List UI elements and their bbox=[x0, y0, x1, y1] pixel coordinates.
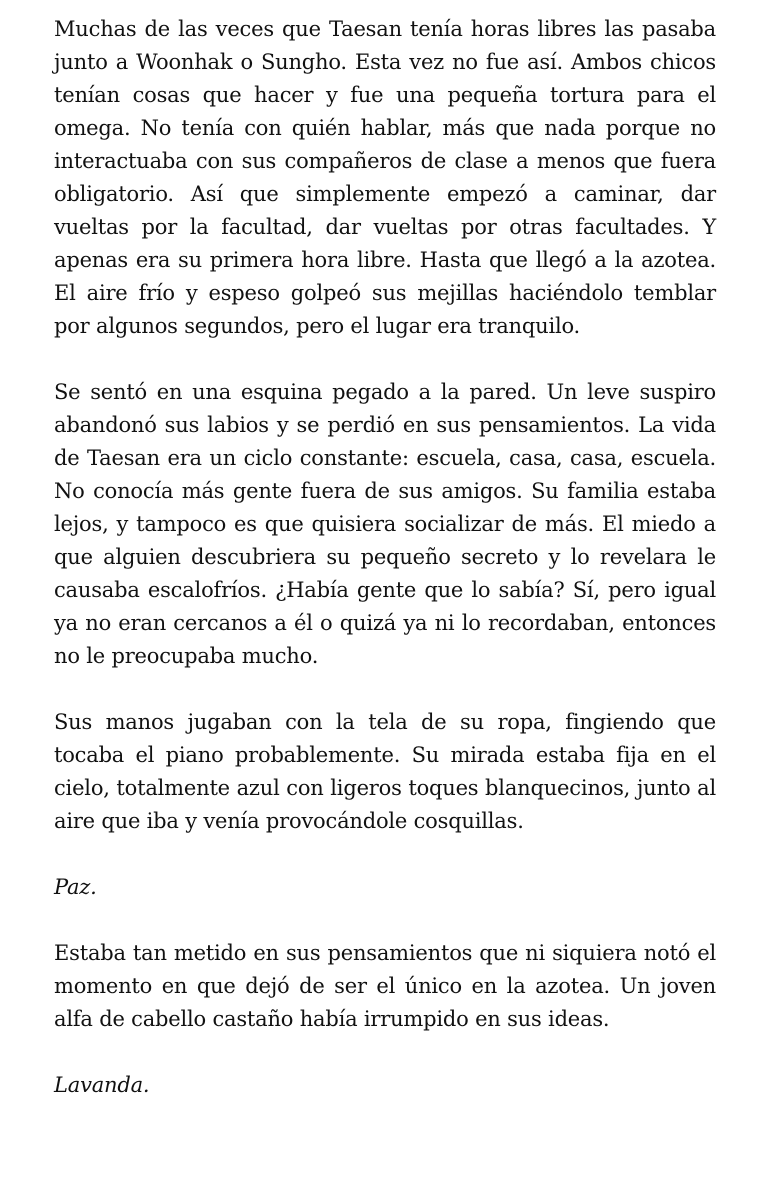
paragraph-3: Sus manos jugaban con la tela de su ropa, fingiendo que tocaba el piano probablemente. Su mirada estaba fija en el cielo, totalmente azul con ligeros toques blanquecinos, junto al aire que iba y venía provocándole cosquillas. bbox=[54, 710, 716, 833]
paragraph-6-italic: Lavanda. bbox=[54, 1073, 150, 1097]
paragraph-2: Se sentó en una esquina pegado a la pared. Un leve suspiro abandonó sus labios y se perdió en sus pensamientos. La vida de Taesan era un ciclo constante: escuela, casa, casa, escuela. No conocía más gente fuera de sus amigos. Su familia estaba lejos, y tampoco es que quisiera socializar de más. El miedo a que alguien descubriera su pequeño secreto y lo revelara le causaba escalofríos. ¿Había gente que lo sabía? Sí, pero igual ya no eran cercanos a él o quizá ya ni lo recordaban, entonces no le preocupaba mucho. bbox=[54, 380, 716, 668]
paragraph-1: Muchas de las veces que Taesan tenía horas libres las pasaba junto a Woonhak o Sungho. Esta vez no fue así. Ambos chicos tenían cosas que hacer y fue una pequeña tortura para el omega. No tenía con quién hablar, más que nada porque no interactuaba con sus compañeros de clase a menos que fuera obligatorio. Así que simplemente empezó a caminar, dar vueltas por la facultad, dar vueltas por otras facultades. Y apenas era su primera hora libre. Hasta que llegó a la azotea. El aire frío y espeso golpeó sus mejillas haciéndolo temblar por algunos segundos, pero el lugar era tranquilo. bbox=[54, 17, 716, 338]
document-page bbox=[54, 13, 716, 1135]
paragraph-4-italic: Paz. bbox=[54, 875, 97, 899]
paragraph-5: Estaba tan metido en sus pensamientos que ni siquiera notó el momento en que dejó de ser el único en la azotea. Un joven alfa de cabello castaño había irrumpido en sus ideas. bbox=[54, 941, 716, 1031]
